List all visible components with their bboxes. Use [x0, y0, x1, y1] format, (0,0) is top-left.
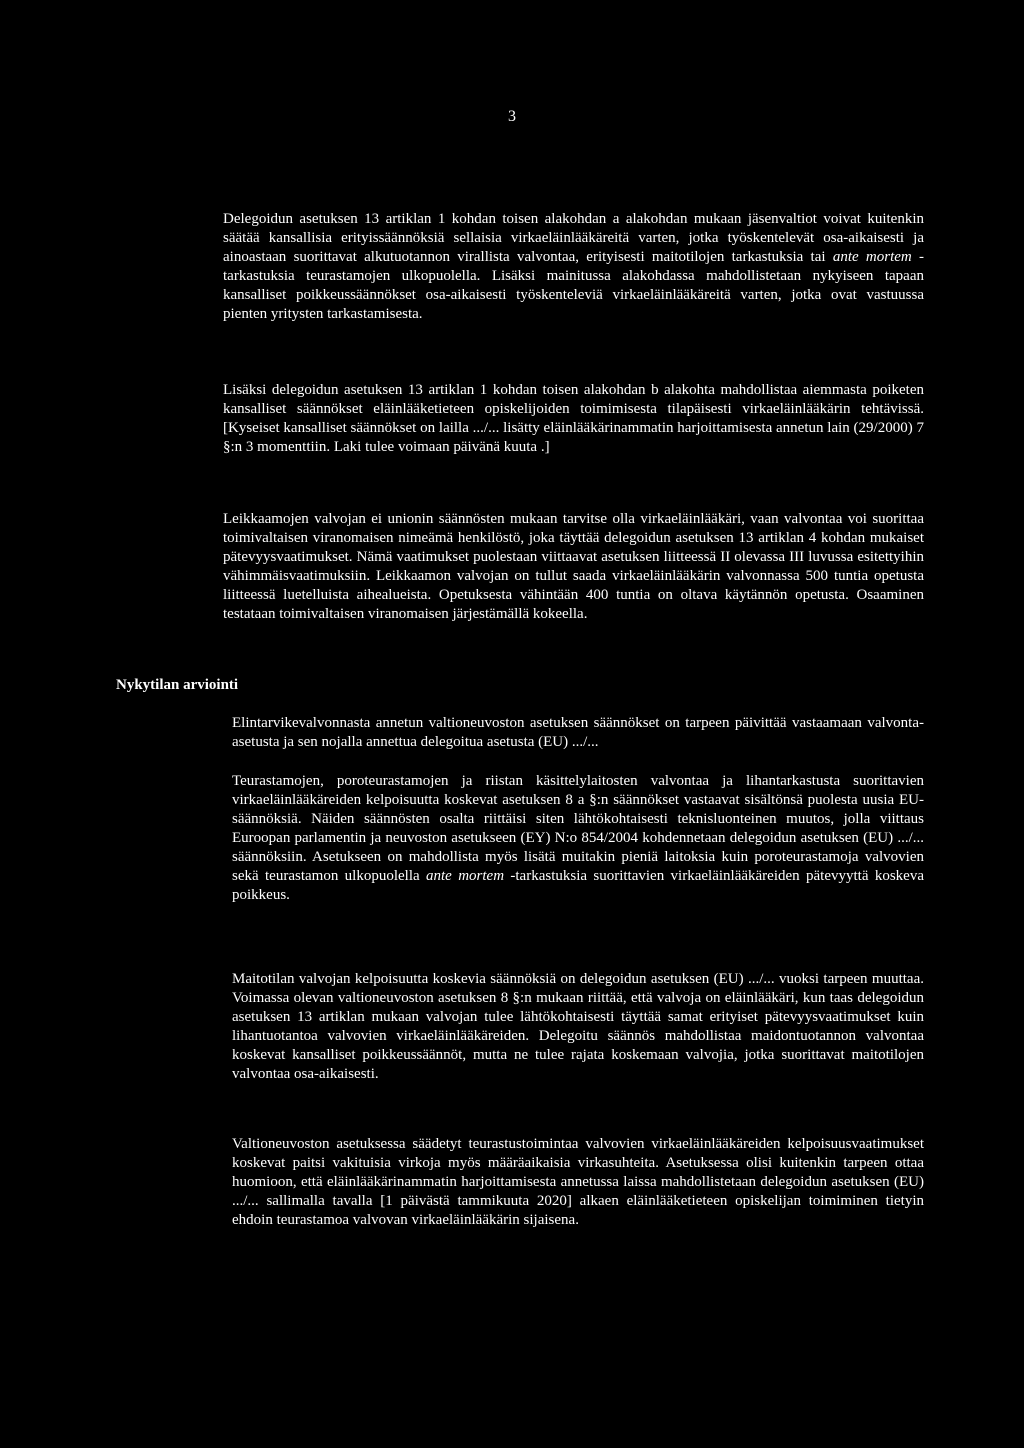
section-heading-nykytilan-arviointi: Nykytilan arviointi [116, 677, 239, 693]
paragraph-3: Leikkaamojen valvojan ei unionin säännösten mukaan tarvitse olla virkaeläinlääkäri, vaan valvontaa voi suorittaa toimivaltaisen viranomaisen nimeämä henkilöstö, joka täyttää delegoidun asetuksen 13 artiklan 4 kohdan mukaiset pätevyysvaatimukset. Nämä vaatimukset puolestaan viittaavat asetuksen liitteessä II olevassa III luvussa esitettyihin vähimmäisvaatimuksiin. Leikkaamon valvojan on tullut saada virkaeläinlääkärin valvonnassa 500 tuntia opetusta liitteessä luetelluista aihealueista. Opetuksesta vähintään 400 tuntia on oltava käytännön opetusta. Osaaminen testataan toimivaltaisen viranomaisen järjestämällä kokeella. [223, 511, 924, 622]
paragraph-6: Maitotilan valvojan kelpoisuutta koskevia säännöksiä on delegoidun asetuksen (EU) .../... vuoksi tarpeen muuttaa. Voimassa olevan valtioneuvoston asetuksen 8 §:n mukaan riittää, että valvoja on eläinlääkäri, kun taas delegoidun asetuksen 13 artiklan mukaan valvojan tulee lähtökohtaisesti täyttää samat erityiset pätevyysvaatimukset kuin lihantuotantoa valvovien virkaeläinlääkäreiden. Delegoitu säännös mahdollistaa maidontuotannon valvontaa koskevat kansalliset poikkeussäännöt, mutta ne tulee rajata koskemaan valvojia, jotka suorittavat maitotilojen valvontaa osa-aikaisesti. [232, 971, 924, 1082]
paragraph-1-italic: ante mortem [832, 249, 912, 265]
paragraph-1-text-b: -tarkastuksia teurastamojen ulkopuolella. Lisäksi mainitussa alakohdassa mahdollistetaan nykyiseen tapaan kansalliset poikkeussäännökset osa-aikaisesti työskenteleviä virkaeläinlääkäreitä varten, jotka ovat vastuussa pienten yritysten tarkastamisesta. [223, 249, 924, 322]
page-number: 3 [508, 108, 516, 125]
paragraph-5-text-b: -tarkastuksia suorittavien virkaeläinlääkäreiden pätevyyttä koskeva poikkeus. [232, 868, 924, 903]
paragraph-1 [223, 210, 924, 324]
paragraph-2: Lisäksi delegoidun asetuksen 13 artiklan 1 kohdan toisen alakohdan b alakohta mahdollistaa aiemmasta poiketen kansalliset säännökset eläinlääketieteen opiskelijoiden toimimisesta tilapäisesti virkaeläinlääkärin tehtävissä. [Kyseiset kansalliset säännökset on lailla .../... lisätty eläinlääkärinammatin harjoittamisesta annetun lain (29/2000) 7 §:n 3 momenttiin. Laki tulee voimaan päivänä kuuta .] [223, 382, 924, 455]
paragraph-5-italic: ante mortem [426, 868, 505, 884]
paragraph-7: Valtioneuvoston asetuksessa säädetyt teurastustoimintaa valvovien virkaeläinlääkäreiden kelpoisuusvaatimukset koskevat paitsi vakituisia virkoja myös määräaikaisia virkasuhteita. Asetuksessa olisi kuitenkin tarpeen ottaa huomioon, että eläinlääkärinammatin harjoittamisesta annetussa laissa mahdollistetaan delegoidun asetuksen (EU) .../... sallimalla tavalla [1 päivästä tammikuuta 2020] alkaen eläinlääketieteen opiskelijan toimiminen tietyin ehdoin teurastamoa valvovan virkaeläinlääkärin sijaisena. [232, 1136, 924, 1228]
paragraph-5 [232, 772, 924, 905]
paragraph-4: Elintarvikevalvonnasta annetun valtioneuvoston asetuksen säännökset on tarpeen päivittää vastaamaan valvonta-asetusta ja sen nojalla annettua delegoitua asetusta (EU) .../... [232, 715, 924, 750]
paragraph-5-text-a: Teurastamojen, poroteurastamojen ja riistan käsittelylaitosten valvontaa ja lihantarkastusta suorittavien virkaeläinlääkäreiden kelpoisuutta koskevat asetuksen 8 a §:n säännökset vastaavat sisältönsä puolesta uusia EU-säännöksiä. Näiden säännösten osalta riittäisi siten lähtökohtaisesti teknisluonteinen muutos, jolla viittaus Euroopan parlamentin ja neuvoston asetukseen (EY) N:o 854/2004 kohdennetaan delegoidun asetuksen (EU) .../... säännöksiin. Asetukseen on mahdollista myös lisätä muitakin pieniä laitoksia kuin poroteurastamoja valvovien sekä teurastamon ulkopuolella [232, 773, 924, 884]
paragraph-1-text-a: Delegoidun asetuksen 13 artiklan 1 kohdan toisen alakohdan a alakohdan mukaan jäsenvaltiot voivat kuitenkin säätää kansallisia erityissäännöksiä sellaisia virkaeläinlääkäreitä varten, jotka työskentelevät osa-aikaisesti ja ainoastaan suorittavat alkutuotannon virallista valvontaa, erityisesti maitotilojen tarkastuksia tai [223, 211, 924, 265]
